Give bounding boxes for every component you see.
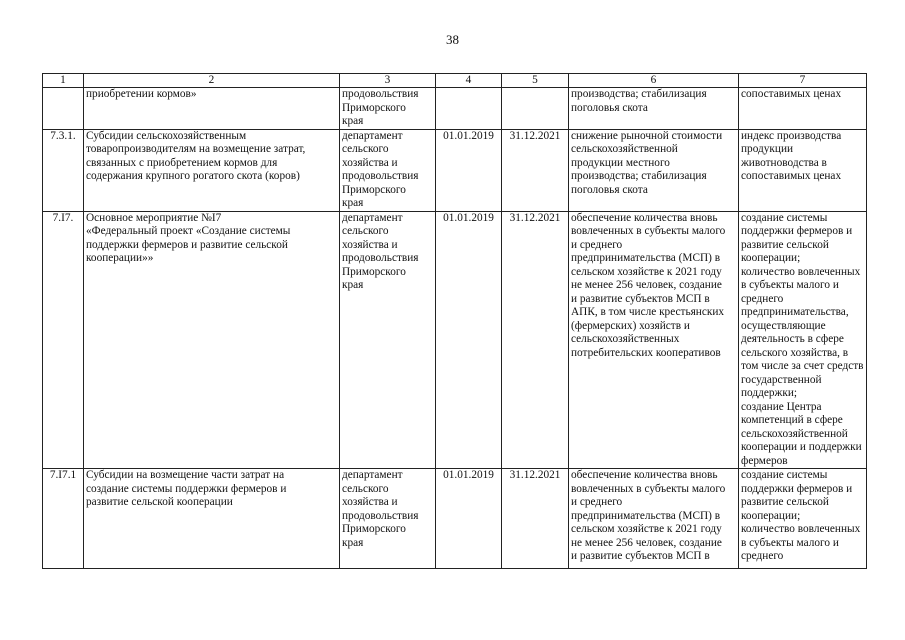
start-date: 01.01.2019 bbox=[436, 129, 502, 211]
measure-name: Основное мероприятие №I7 «Федеральный проект «Создание системы поддержки фермеров и развитие сельской кооперации»» bbox=[84, 211, 340, 469]
page-number: 38 bbox=[446, 32, 459, 47]
column-header-1: 1 bbox=[43, 74, 84, 88]
expected-result: производства; стабилизация поголовья скота bbox=[569, 88, 739, 130]
executor: департамент сельского хозяйства и продовольствия Приморского края bbox=[340, 129, 436, 211]
column-header-5: 5 bbox=[502, 74, 569, 88]
end-date: 31.12.2021 bbox=[502, 211, 569, 469]
program-measures-table bbox=[42, 73, 867, 569]
expected-result: обеспечение количества вновь вовлеченных в субъекты малого и среднего предпринимательства (МСП) в сельском хозяйстве к 2021 году не менее 256 человек, создание и развитие субъектов МСП в АПК, в том числе крестьянских (фермерских) хозяйств и сельскохозяйственных потребительских кооперативов bbox=[569, 211, 739, 469]
expected-result: обеспечение количества вновь вовлеченных в субъекты малого и среднего предпринимательства (МСП) в сельском хозяйстве к 2021 году не менее 256 человек, создание и развитие субъектов МСП в bbox=[569, 469, 739, 569]
row-number bbox=[43, 88, 84, 130]
row-number: 7.I7.1 bbox=[43, 469, 84, 569]
end-date bbox=[502, 88, 569, 130]
column-number-row bbox=[43, 74, 867, 88]
table-row-7-3-1 bbox=[43, 129, 867, 211]
executor: продовольствия Приморского края bbox=[340, 88, 436, 130]
measure-name: Субсидии сельскохозяйственным товаропроизводителям на возмещение затрат, связанных с приобретением кормов для содержания крупного рогатого скота (коров) bbox=[84, 129, 340, 211]
target-indicator: индекс производства продукции животноводства в сопоставимых ценах bbox=[739, 129, 867, 211]
column-header-2: 2 bbox=[84, 74, 340, 88]
table-row-7-i7-1 bbox=[43, 469, 867, 569]
column-header-3: 3 bbox=[340, 74, 436, 88]
measure-name: приобретении кормов» bbox=[84, 88, 340, 130]
executor: департамент сельского хозяйства и продовольствия Приморского края bbox=[340, 469, 436, 569]
end-date: 31.12.2021 bbox=[502, 469, 569, 569]
column-header-7: 7 bbox=[739, 74, 867, 88]
target-indicator: сопоставимых ценах bbox=[739, 88, 867, 130]
expected-result: снижение рыночной стоимости сельскохозяйственной продукции местного производства; стабилизация поголовья скота bbox=[569, 129, 739, 211]
measure-name: Субсидии на возмещение части затрат на создание системы поддержки фермеров и развитие сельской кооперации bbox=[84, 469, 340, 569]
target-indicator: создание системы поддержки фермеров и развитие сельской кооперации; количество вовлеченных в субъекты малого и среднего bbox=[739, 469, 867, 569]
start-date: 01.01.2019 bbox=[436, 469, 502, 569]
row-number: 7.I7. bbox=[43, 211, 84, 469]
column-header-4: 4 bbox=[436, 74, 502, 88]
table-row-7-i7 bbox=[43, 211, 867, 469]
executor: департамент сельского хозяйства и продовольствия Приморского края bbox=[340, 211, 436, 469]
end-date: 31.12.2021 bbox=[502, 129, 569, 211]
target-indicator: создание системы поддержки фермеров и развитие сельской кооперации; количество вовлеченных в субъекты малого и среднего предпринимательства, осуществляющие деятельность в сфере сельского хозяйства, в том числе за счет средств государственной поддержки; создание Центра компетенций в сфере сельскохозяйственной кооперации и поддержки фермеров bbox=[739, 211, 867, 469]
row-number: 7.3.1. bbox=[43, 129, 84, 211]
table-row-continuation bbox=[43, 88, 867, 130]
start-date bbox=[436, 88, 502, 130]
start-date: 01.01.2019 bbox=[436, 211, 502, 469]
column-header-6: 6 bbox=[569, 74, 739, 88]
